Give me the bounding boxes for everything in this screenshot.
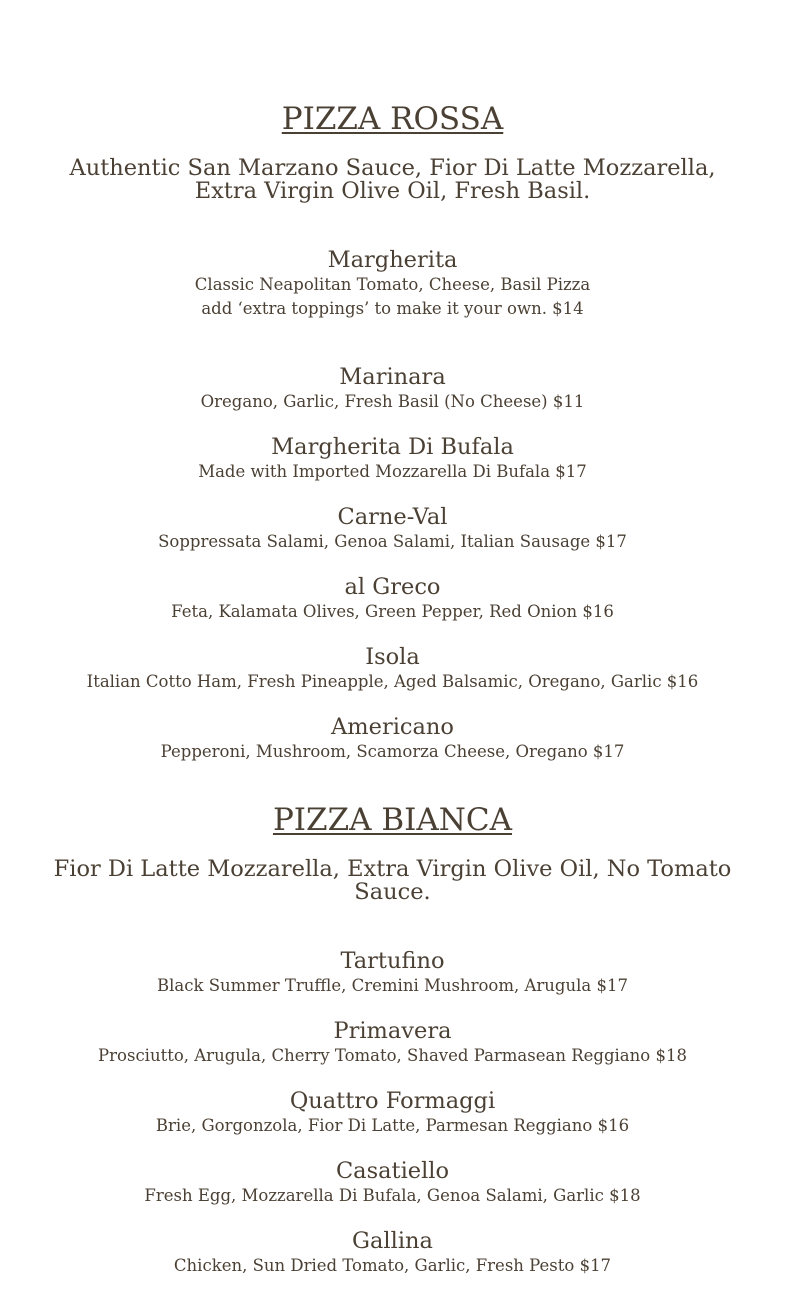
- menu-item-description: Pepperoni, Mushroom, Scamorza Cheese, Oregano $17: [160, 742, 625, 761]
- menu-item-name: Primavera: [333, 1018, 452, 1044]
- menu-item-marinara: [0, 364, 785, 414]
- menu-item-description: Made with Imported Mozzarella Di Bufala $17: [198, 462, 587, 481]
- menu-item-description: Brie, Gorgonzola, Fior Di Latte, Parmesan Reggiano $16: [155, 1116, 630, 1135]
- menu-item-name: Margherita: [327, 247, 458, 273]
- menu-item-isola: [0, 644, 785, 694]
- menu-item-name: Casatiello: [335, 1158, 450, 1184]
- menu-item-description: Oregano, Garlic, Fresh Basil (No Cheese) $11: [200, 392, 585, 411]
- menu-item-name: al Greco: [344, 574, 441, 600]
- menu-item-americano: [0, 714, 785, 764]
- section-description-pizza-rossa: Authentic San Marzano Sauce, Fior Di Latte Mozzarella, Extra Virgin Olive Oil, Fresh Basil.: [69, 155, 716, 204]
- menu-item-description: Feta, Kalamata Olives, Green Pepper, Red Onion $16: [171, 602, 614, 621]
- menu-item-margherita-di-bufala: [0, 434, 785, 484]
- menu-item-casatiello: [0, 1158, 785, 1208]
- section-title-pizza-rossa: PIZZA ROSSA: [281, 101, 504, 137]
- menu-item-description: Soppressata Salami, Genoa Salami, Italian Sausage $17: [158, 532, 627, 551]
- menu-item-description-extra: add ‘extra toppings’ to make it your own. $14: [201, 299, 584, 318]
- menu-item-description: Chicken, Sun Dried Tomato, Garlic, Fresh Pesto $17: [173, 1256, 612, 1275]
- menu-item-tartufino: [0, 948, 785, 998]
- menu-item-description: Classic Neapolitan Tomato, Cheese, Basil Pizza: [194, 275, 591, 294]
- menu-item-name: Margherita Di Bufala: [271, 434, 514, 460]
- menu-item-name: Quattro Formaggi: [289, 1088, 496, 1114]
- menu-item-primavera: [0, 1018, 785, 1068]
- menu-item-description: Black Summer Truffle, Cremini Mushroom, Arugula $17: [157, 976, 628, 995]
- menu-item-name: Isola: [365, 644, 420, 670]
- menu-item-description: Fresh Egg, Mozzarella Di Bufala, Genoa Salami, Garlic $18: [144, 1186, 641, 1205]
- menu-item-name: Marinara: [339, 364, 446, 390]
- menu-item-name: Tartufino: [340, 948, 445, 974]
- menu-item-gallina: [0, 1228, 785, 1278]
- menu-item-al-greco: [0, 574, 785, 624]
- menu-item-description: Prosciutto, Arugula, Cherry Tomato, Shaved Parmasean Reggiano $18: [98, 1046, 687, 1065]
- menu-item-carne-val: [0, 504, 785, 554]
- section-title-pizza-bianca: PIZZA BIANCA: [272, 802, 513, 838]
- menu-item-name: Gallina: [352, 1228, 433, 1254]
- menu-item-quattro-formaggi: [0, 1088, 785, 1138]
- menu-item-margherita: [0, 247, 785, 321]
- menu-item-name: Americano: [331, 714, 454, 740]
- menu-item-name: Carne-Val: [337, 504, 448, 530]
- menu-item-description: Italian Cotto Ham, Fresh Pineapple, Aged Balsamic, Oregano, Garlic $16: [86, 672, 699, 691]
- section-description-pizza-bianca: Fior Di Latte Mozzarella, Extra Virgin Olive Oil, No Tomato Sauce.: [53, 856, 732, 905]
